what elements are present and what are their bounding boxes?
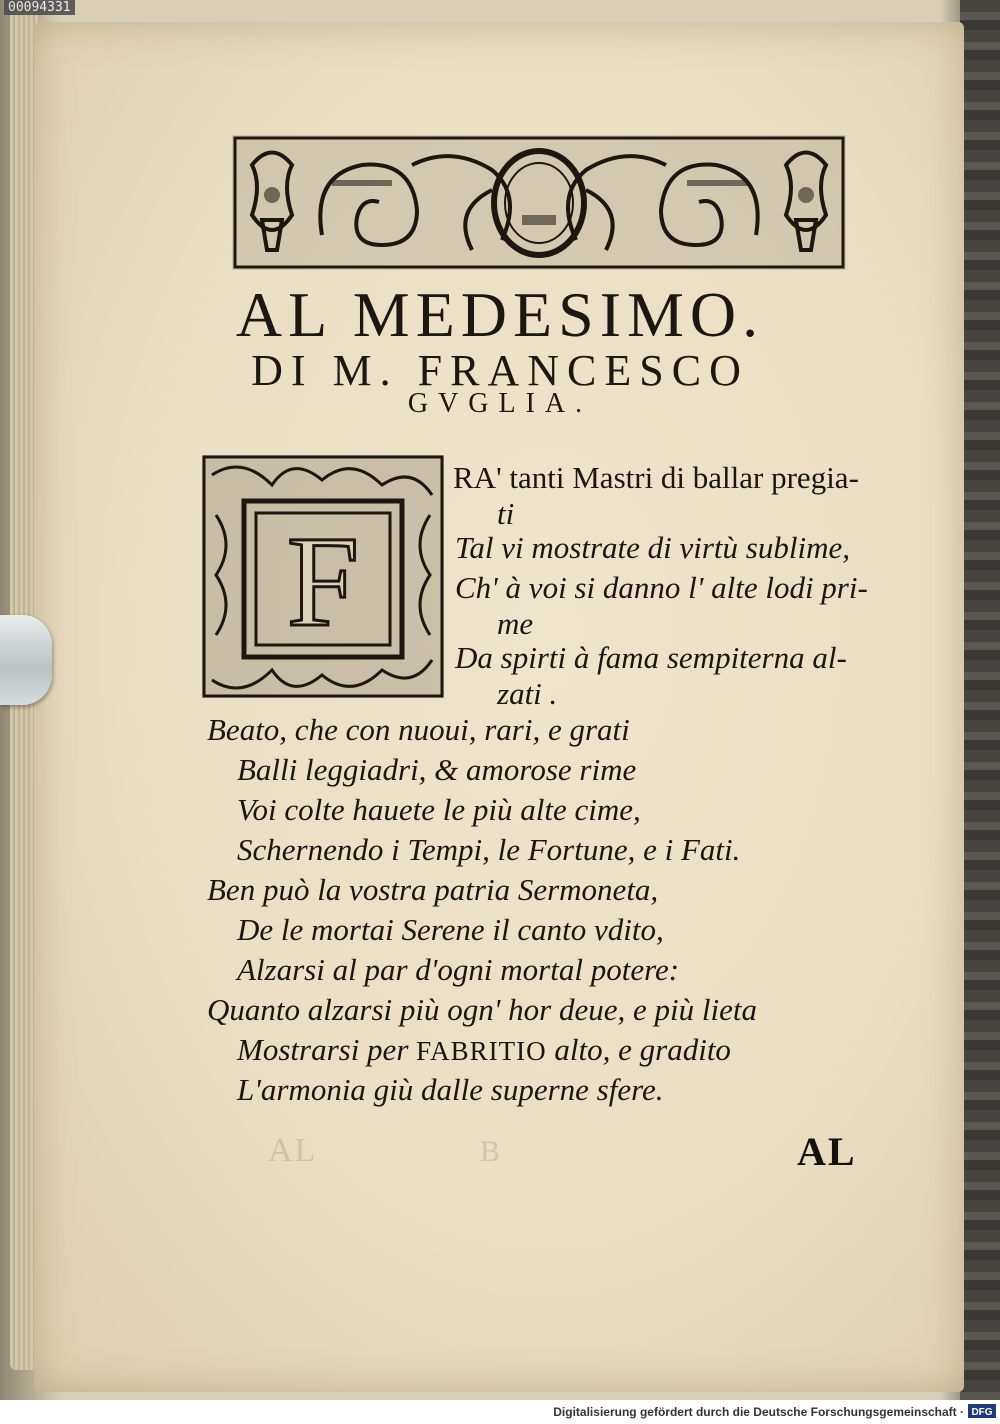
poem-line: Tal vi mostrate di virtù sublime,: [455, 530, 850, 565]
drop-cap-letter: F: [286, 510, 360, 654]
poem-line: Ch' à voi si danno l' alte lodi pri-: [455, 570, 868, 605]
footer-credit: Digitalisierung gefördert durch die Deutsche Forschungsgemeinschaft ·: [553, 1405, 964, 1419]
poem-line-part: Mostrarsi per: [237, 1032, 417, 1067]
poem-line: Voi colte hauete le più alte cime,: [237, 792, 641, 827]
dedicatee-name: FABRITIO: [416, 1036, 547, 1066]
catchword: AL: [797, 1129, 857, 1174]
poem-line: ti: [497, 496, 515, 531]
ornamental-headpiece: [232, 135, 846, 270]
poem-line: Alzarsi al par d'ogni mortal potere:: [237, 952, 680, 987]
poem-line: Beato, che con nuoui, rari, e grati: [207, 712, 630, 747]
dfg-logo-text: DFG: [971, 1407, 993, 1418]
poem-line: [237, 1032, 731, 1068]
facing-page-edge: [960, 0, 1000, 1400]
decorated-initial: [202, 455, 444, 698]
digitization-footer: [0, 1400, 1000, 1424]
dfg-logo: [968, 1404, 996, 1418]
poem-line: RA' tanti Mastri di ballar pregia-: [453, 460, 859, 495]
show-through-signature: B: [480, 1135, 501, 1168]
scan-id-label: 00094331: [4, 0, 75, 15]
poem-line: Ben può la vostra patria Sermoneta,: [207, 872, 659, 907]
poem-line: Da spirti à fama sempiterna al-: [455, 640, 847, 675]
poem-line-part: alto, e gradito: [546, 1032, 731, 1067]
page-title: AL MEDESIMO.: [235, 279, 765, 350]
show-through-catchword: AL: [268, 1132, 318, 1169]
poem-line: De le mortai Serene il canto vdito,: [237, 912, 664, 947]
poem-line: zati .: [497, 676, 558, 711]
poem-line: L'armonia giù dalle superne sfere.: [237, 1072, 664, 1107]
author-surname: GVGLIA.: [407, 388, 593, 419]
poem-line: Quanto alzarsi più ogn' hor deue, e più lieta: [207, 992, 757, 1027]
poem-line: Balli leggiadri, & amorose rime: [237, 752, 637, 787]
poem-line: me: [497, 606, 534, 641]
poem-line: Schernendo i Tempi, le Fortune, e i Fati.: [237, 832, 741, 867]
page-clip: [0, 615, 52, 705]
author-line: DI M. FRANCESCO: [251, 346, 749, 395]
